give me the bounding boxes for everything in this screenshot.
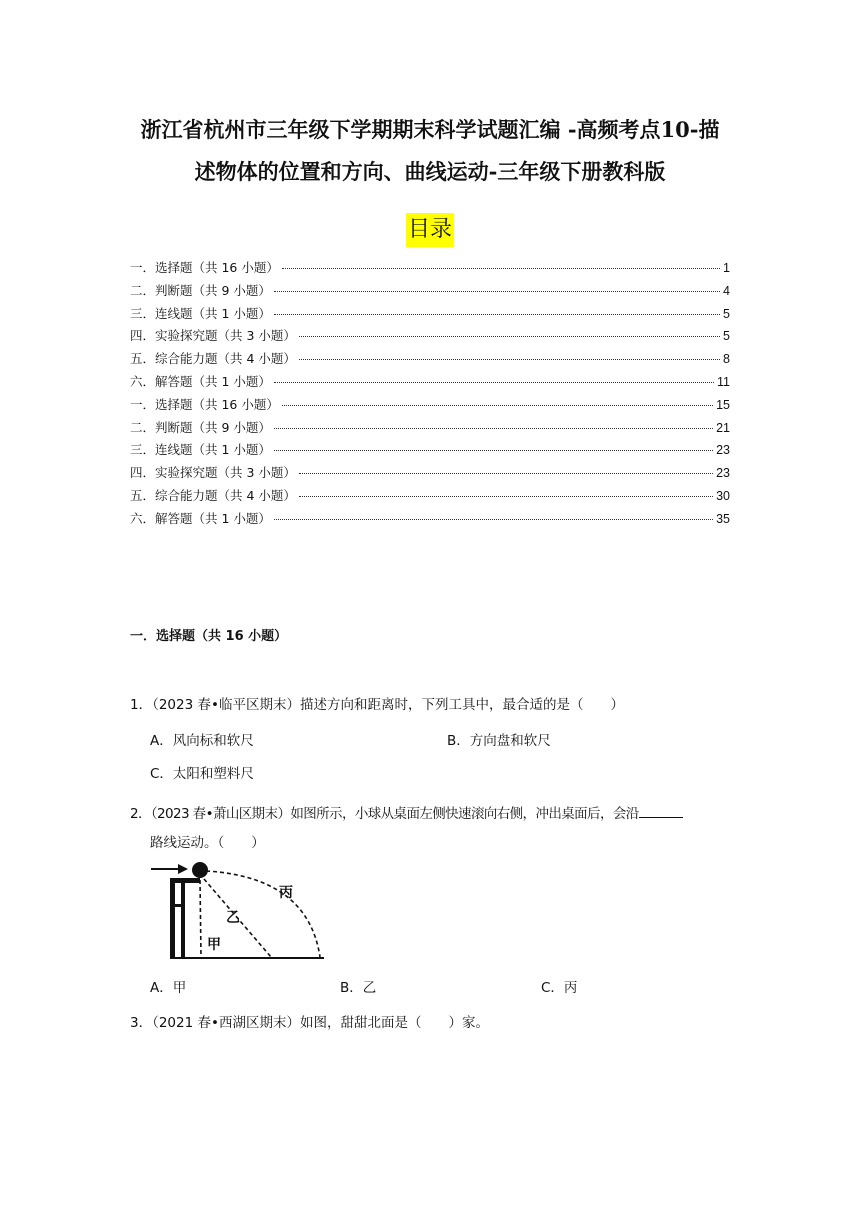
question-3-text: 3．（2021 春•西湖区期末）如图，甜甜北面是（ ）家。 [130, 1015, 489, 1031]
toc-leader-dots [299, 495, 713, 497]
toc-entry[interactable] [130, 258, 730, 281]
label-jia: 甲 [207, 937, 221, 953]
toc-entry[interactable] [130, 395, 730, 418]
toc-leader-dots [282, 404, 713, 406]
toc-entry-label: 六．解答题（共 1 小题） [130, 373, 271, 389]
label-yi: 乙 [226, 910, 240, 926]
desk-leg-left [170, 883, 175, 958]
toc-entry[interactable] [130, 281, 730, 304]
toc-entry-label: 五．综合能力题（共 4 小题） [130, 487, 296, 503]
toc-entry[interactable] [130, 418, 730, 441]
toc-heading-container [0, 213, 860, 247]
toc-leader-dots [274, 518, 713, 520]
toc-heading: 目录 [406, 213, 454, 247]
toc-entry[interactable] [130, 509, 730, 532]
toc-entry[interactable] [130, 304, 730, 327]
section-heading: 一．选择题（共 16 小题） [130, 629, 288, 644]
toc-entry-page: 1 [723, 261, 730, 275]
toc-leader-dots [282, 267, 720, 269]
toc-entry[interactable] [130, 486, 730, 509]
page-title [118, 109, 742, 193]
question-2-option-b: B．乙 [340, 980, 377, 996]
title-line-2: 述物体的位置和方向、曲线运动-三年级下册教科版 [194, 159, 666, 184]
toc-entry-label: 四．实验探究题（共 3 小题） [130, 465, 296, 481]
toc-entry-label: 四．实验探究题（共 3 小题） [130, 328, 296, 344]
question-1-option-b: B．方向盘和软尺 [447, 733, 551, 749]
toc-entry-page: 11 [717, 374, 730, 389]
ball [192, 862, 208, 878]
toc-entry-page: 4 [723, 283, 730, 298]
question-2-text-before-blank: 2．（2023 春•萧山区期末）如图所示，小球从桌面左侧快速滚向右侧，冲出桌面后，会沿 [130, 806, 639, 822]
arrow-head [178, 864, 188, 874]
toc-entry-page: 21 [716, 420, 730, 435]
toc-entry-label: 五．综合能力题（共 4 小题） [130, 351, 296, 367]
toc-leader-dots [274, 290, 720, 292]
toc-leader-dots [274, 427, 713, 429]
toc-entry-page: 5 [723, 329, 730, 344]
question-1-option-a: A．风向标和软尺 [150, 733, 254, 749]
toc-entry-page: 23 [716, 466, 730, 481]
question-1-text: 1．（2023 春•临平区期末）描述方向和距离时，下列工具中，最合适的是（ ） [130, 697, 624, 713]
toc-entry-page: 15 [716, 397, 730, 412]
toc-entry[interactable] [130, 440, 730, 463]
toc-entry-page: 35 [716, 511, 730, 526]
toc-entry-page: 30 [716, 488, 730, 503]
toc-entry-label: 一．选择题（共 16 小题） [130, 396, 279, 412]
toc-leader-dots [299, 358, 720, 360]
question-2-text [130, 802, 683, 822]
toc-entry[interactable] [130, 463, 730, 486]
desk-rail [170, 904, 185, 907]
trajectory-diagram [148, 855, 333, 965]
table-of-contents [130, 258, 730, 532]
question-2-option-a: A．甲 [150, 980, 187, 996]
toc-entry-label: 二．判断题（共 9 小题） [130, 419, 271, 435]
label-bing: 丙 [279, 885, 293, 901]
question-2-option-c: C．丙 [541, 980, 578, 996]
toc-entry-label: 三．连线题（共 1 小题） [130, 305, 271, 321]
answer-blank [639, 803, 683, 818]
desk-top [170, 878, 200, 883]
toc-leader-dots [299, 335, 720, 337]
toc-entry-label: 二．判断题（共 9 小题） [130, 282, 271, 298]
toc-entry-label: 六．解答题（共 1 小题） [130, 510, 271, 526]
toc-leader-dots [274, 313, 720, 315]
toc-leader-dots [274, 449, 713, 451]
title-line-1: 浙江省杭州市三年级下学期期末科学试题汇编 -高频考点10-描 [140, 117, 720, 142]
question-2-text-line-2: 路线运动。（ ） [150, 835, 265, 851]
toc-entry[interactable] [130, 349, 730, 372]
toc-entry-page: 5 [723, 306, 730, 321]
desk-leg-right [181, 883, 185, 958]
toc-entry-page: 8 [723, 352, 730, 367]
toc-leader-dots [299, 472, 713, 474]
toc-entry-page: 23 [716, 443, 730, 458]
toc-entry-label: 一．选择题（共 16 小题） [130, 260, 279, 275]
question-1-option-c: C．太阳和塑料尺 [150, 766, 254, 782]
toc-entry-label: 三．连线题（共 1 小题） [130, 442, 271, 458]
toc-entry[interactable] [130, 326, 730, 349]
toc-entry[interactable] [130, 372, 730, 395]
path-jia [200, 880, 201, 957]
toc-leader-dots [274, 381, 714, 383]
path-bing [206, 871, 320, 957]
